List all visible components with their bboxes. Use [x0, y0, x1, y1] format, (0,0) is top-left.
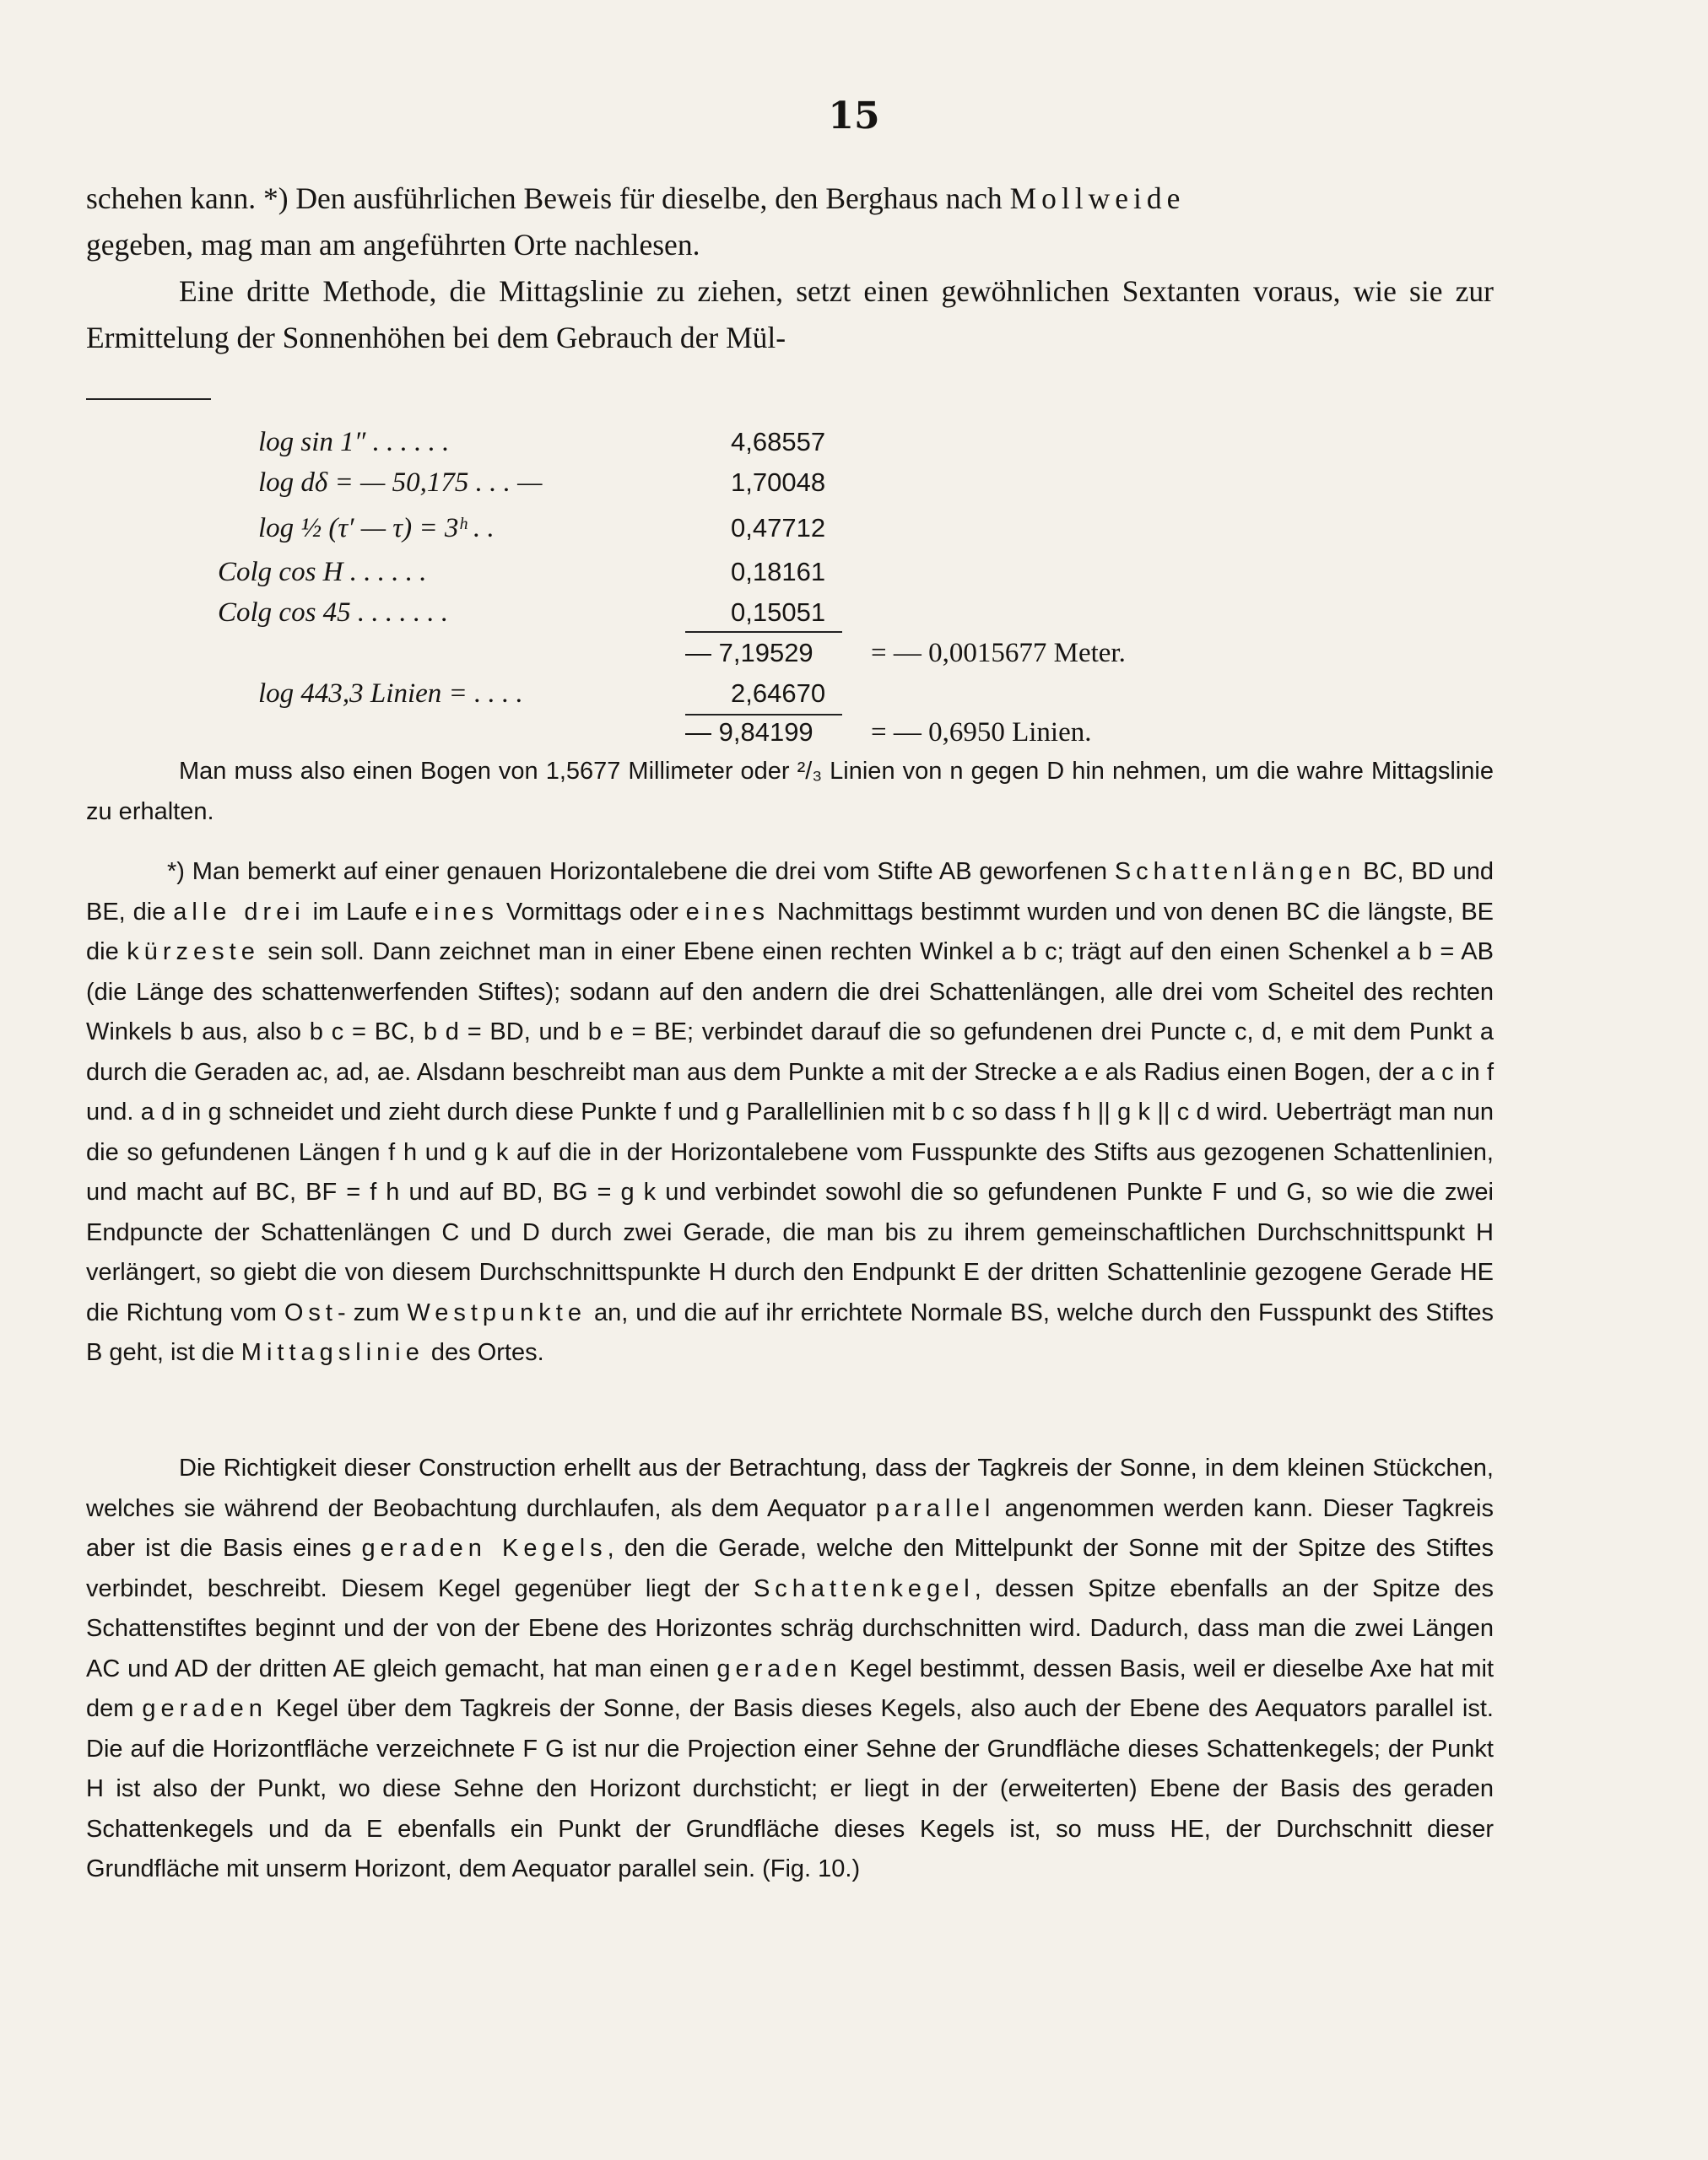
- p2-seg-4: , dessen Spitze ebenfalls an der Spitze des Schattenstiftes beginnt und der von der Ebene des Horizontes schräg durchschnitten wird. Dadurch, dass man die zwei Längen AC und AD der dritten AE gleich gemacht, hat man einen: [86, 1574, 1494, 1682]
- p2-spaced-geraden-kegels: geraden Kegels: [361, 1535, 608, 1562]
- fn-seg-3: im Laufe: [305, 898, 415, 926]
- fn-seg-4: Vormittags oder: [498, 898, 686, 926]
- footnote: [86, 852, 1494, 1374]
- calc-row-2-value: 1,70048: [731, 467, 826, 497]
- fn-spaced-westpunkte: Westpunkte: [407, 1299, 586, 1326]
- intro-line-1-text: schehen kann. *) Den ausführlichen Beweis für dieselbe, den Berghaus nach: [86, 181, 1010, 215]
- fn-seg-9: des Ortes.: [424, 1339, 544, 1366]
- logarithm-calculation: [0, 0, 1708, 759]
- fn-seg-1: *) Man bemerkt auf einer genauen Horizontalebene die drei vom Stifte AB geworfenen: [167, 858, 1115, 885]
- calc-row-3-value: 0,47712: [731, 513, 826, 543]
- calc-row-3-label: log ½ (τ′ — τ) = 3ʰ . .: [258, 513, 495, 543]
- calc-row-1-label: log sin 1″ . . . . . .: [258, 427, 450, 457]
- p2-seg-2: angenommen werden kann. Dieser Tagkreis aber ist die Basis eines: [86, 1494, 1494, 1562]
- fn-seg-5: Nachmittags bestimmt wurden und von denen BC die längste, BE die: [86, 898, 1494, 965]
- calc-row-1-value: 4,68557: [731, 427, 826, 456]
- fn-spaced-mittagslinie: Mittagslinie: [241, 1339, 424, 1366]
- calc-row-7-label: log 443,3 Linien = . . . .: [258, 678, 523, 709]
- fn-spaced-schattenlaengen: Schattenlängen: [1114, 858, 1356, 885]
- calc-row-4-value: 0,18161: [731, 557, 826, 586]
- name-mollweide: Mollweide: [1009, 181, 1186, 215]
- p2-seg-3: , den die Gerade, welche den Mittelpunkt der Sonne mit der Spitze des Stiftes verbindet, beschreibt. Diesem Kegel gegenüber liegt der: [86, 1535, 1494, 1602]
- calc-row-2-label: log dδ = — 50,175 . . . —: [258, 467, 543, 498]
- fn-spaced-ost: Ost: [284, 1299, 338, 1326]
- p2-seg-5: Kegel bestimmt, dessen Basis, weil er dieselbe Axe hat mit dem: [86, 1655, 1494, 1722]
- calc-row-5-value: 0,15051: [731, 597, 826, 627]
- p2-spaced-geraden-1: geraden: [716, 1655, 842, 1682]
- p2-spaced-parallel: parallel: [875, 1494, 996, 1522]
- fn-spaced-kuerzeste: kürzeste: [127, 938, 260, 965]
- calc-row-5-label: Colg cos 45 . . . . . . .: [218, 597, 449, 628]
- construction-text: [86, 1449, 1494, 1890]
- fn-seg-2: BC, BD und BE, die: [86, 858, 1494, 926]
- calc-row-6-result: = — 0,0015677 Meter.: [871, 638, 1126, 668]
- calc-row-6-value: — 7,19529: [685, 638, 813, 667]
- calc-row-7-value: 2,64670: [731, 678, 826, 708]
- fn-spaced-alle-drei: alle drei: [173, 898, 305, 926]
- p2-seg-6: Kegel über dem Tagkreis der Sonne, der Basis dieses Kegels, also auch der Ebene des Aequators parallel ist. Die auf die Horizontfläche verzeichnete F G ist nur die Projection einer Sehne der Grundfläche dieses Schattenkegels; der Punkt H ist also der Punkt, wo diese Sehne den Horizont durchsticht; er liegt in der (erweiterten) Ebene der Basis des geraden Schattenkegels und da E ebenfalls ein Punkt der Grundfläche dieses Kegels ist, so muss HE, der Durchschnitt dieser Grundfläche mit unserm Horizont, dem Aequator parallel sein. (Fig. 10.): [86, 1695, 1494, 1882]
- intro-line-2: gegeben, mag man am angeführten Orte nachlesen.: [86, 228, 700, 262]
- calc-row-8-value: — 9,84199: [685, 717, 813, 747]
- page-number: 15: [828, 94, 880, 138]
- fn-seg-8: an, und die auf ihr errichtete Normale BS, welche durch den Fusspunkt des Stiftes B geht, ist die: [86, 1299, 1494, 1366]
- p2-seg-1: Die Richtigkeit dieser Construction erhellt aus der Betrachtung, dass der Tagkreis der Sonne, in dem kleinen Stückchen, welches sie während der Beobachtung durchlaufen, als dem Aequator: [86, 1455, 1494, 1522]
- p2-spaced-schattenkegel: Schattenkegel: [753, 1574, 975, 1602]
- conclusion-text: Man muss also einen Bogen von 1,5677 Millimeter oder ²/₃ Linien von n gegen D hin nehmen, um die wahre Mittagslinie zu erhalten.: [86, 758, 1494, 825]
- fn-spaced-eines-1: eines: [414, 898, 499, 926]
- fn-seg-6: sein soll. Dann zeichnet man in einer Ebene einen rechten Winkel a b c; trägt auf den einen Schenkel a b = AB (die Länge des schattenwerfenden Stiftes); sodann auf den andern die drei Schattenlängen, alle drei vom Scheitel des rechten Winkels b aus, also b c = BC, b d = BD, und b e = BE; verbindet darauf die so gefundenen drei Puncte c, d, e mit dem Punkt a durch die Geraden ac, ad, ae. Alsdann beschreibt man aus dem Punkte a mit der Strecke a e als Radius einen Bogen, der a c in f und. a d in g schneidet und zieht durch diese Punkte f und g Parallellinien mit b c so dass f h || g k || c d wird. Ueberträgt man nun die so gefundenen Längen f h und g k auf die in der Horizontalebene vom Fusspunkte des Stifts aus gezogenen Schattenlinien, und macht auf BC, BF = f h und auf BD, BG = g k und verbindet sowohl die so gefundenen Punkte F und G, so wie die zwei Endpuncte der Schattenlängen C und D durch zwei Gerade, die man bis zu ihrem gemeinschaftlichen Durchschnittspunkt H verlängert, so giebt die von diesem Durchschnittspunkte H durch den Endpunkt E der dritten Schattenlinie gezogene Gerade HE die Richtung vom: [86, 938, 1494, 1326]
- sum-line-1: [685, 631, 842, 633]
- fn-spaced-eines-2: eines: [685, 898, 770, 926]
- conclusion-paragraph: [86, 751, 1494, 832]
- intro-paragraph-methode: Eine dritte Methode, die Mittagslinie zu ziehen, setzt einen gewöhnlichen Sextanten voraus, wie sie zur Ermittelung der Sonnenhöhen bei dem Gebrauch der Mül-: [86, 274, 1494, 354]
- calc-row-4-label: Colg cos H . . . . . .: [218, 557, 427, 587]
- calc-row-8-result: = — 0,6950 Linien.: [871, 717, 1092, 748]
- p2-spaced-geraden-2: geraden: [142, 1695, 268, 1722]
- fn-seg-7: - zum: [337, 1299, 408, 1326]
- footnote-text: [86, 852, 1494, 1374]
- construction-paragraph: [86, 1449, 1494, 1890]
